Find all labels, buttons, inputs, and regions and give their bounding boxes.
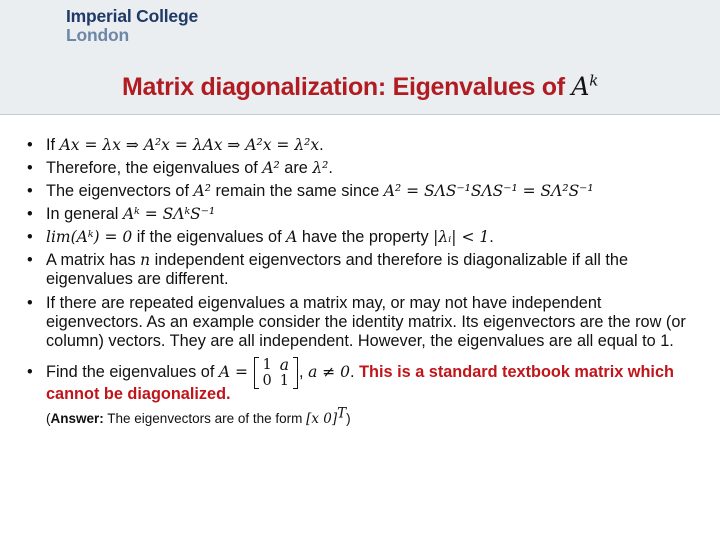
highlight-note: This is a standard textbook matrix which cannot be diagonalized. <box>46 363 674 403</box>
bullet-3: • The eigenvectors of A² remain the same since A² = SΛS⁻¹SΛS⁻¹ = SΛ²S⁻¹ <box>27 182 594 200</box>
bullet-1-math: Ax = λx ⇒ A²x = λAx ⇒ A²x = λ²x <box>59 136 320 154</box>
bullet-8: • Find the eigenvalues of A = 1 a 0 1 , a ≠ 0. This is a standard textbook matrix which cannot be diagonalized. <box>27 355 674 403</box>
answer-label: Answer: <box>50 411 104 426</box>
logo-line-2: London <box>66 25 129 45</box>
title-text: Matrix diagonalization: Eigenvalues of <box>121 73 572 101</box>
lim-operator: lim <box>46 228 71 246</box>
bullet-7: • If there are repeated eigenvalues a matrix may, or may not have independent eigenvectors. As an example consider the identity matrix. Its eigenvectors are the row (or column) vectors. They are all independent. However, the eigenvalues are all equal to 1. <box>27 294 686 350</box>
imperial-logo <box>66 7 198 45</box>
matrix-A: 1 a 0 1 <box>254 357 298 389</box>
title-math: $A^k$ <box>571 71 599 101</box>
bullet-5: • lim(Aᵏ) = 0 if the eigenvalues of A have the property |λᵢ| < 1. <box>27 228 494 246</box>
slide-header <box>0 0 720 115</box>
bullet-2: • Therefore, the eigenvalues of A² are λ². <box>27 159 333 177</box>
bullet-6: • A matrix has n independent eigenvectors and therefore is diagonalizable if all the eigenvalues are different. <box>27 251 629 288</box>
bullet-4: • In general Aᵏ = SΛᵏS⁻¹ <box>27 205 216 223</box>
logo-line-1: Imperial College <box>66 6 198 26</box>
slide-title <box>0 72 720 102</box>
bullet-list <box>24 136 694 429</box>
answer-line: (Answer: The eigenvectors are of the form [x 0]$^T$) <box>46 405 351 427</box>
bullet-1: • If Ax = λx ⇒ A²x = λAx ⇒ A²x = λ²x. <box>27 136 324 154</box>
